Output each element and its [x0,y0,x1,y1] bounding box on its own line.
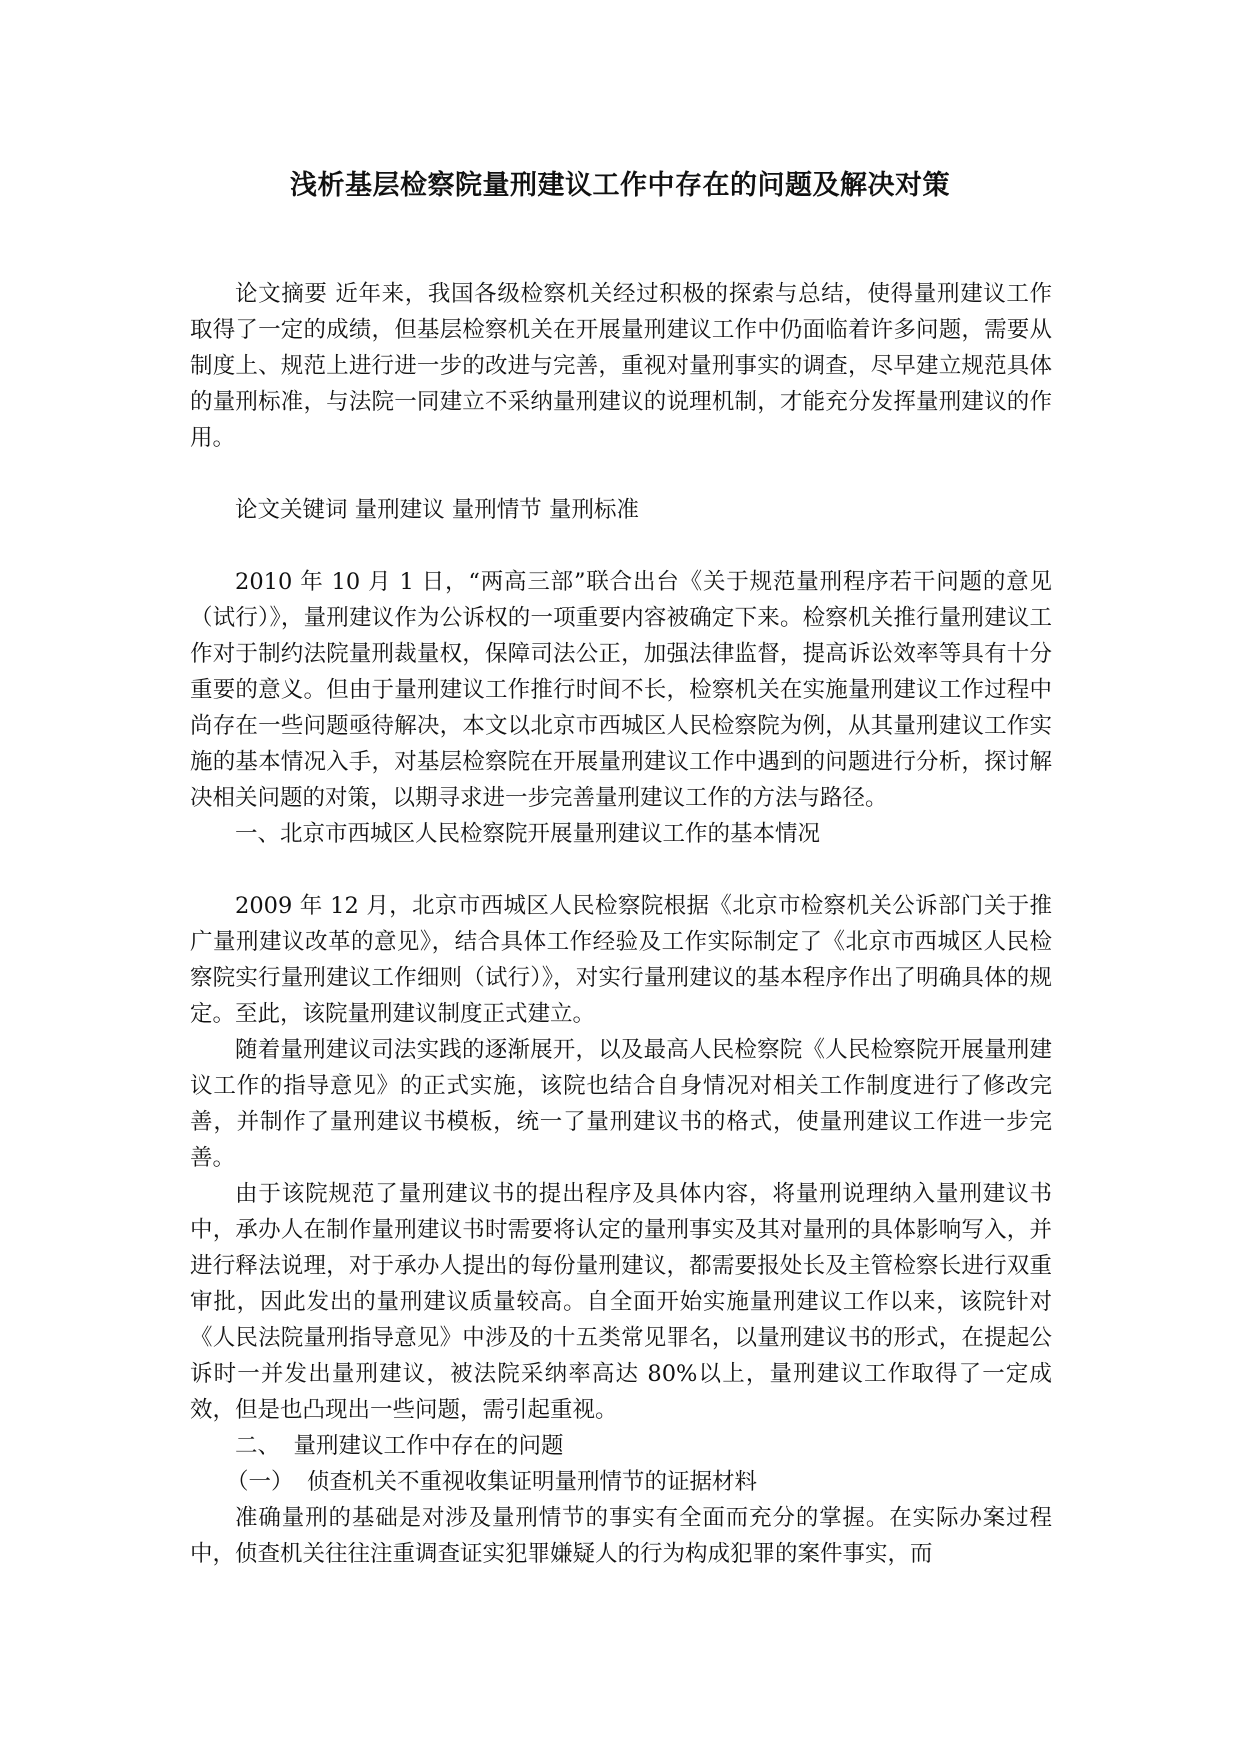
section-1-paragraph-3: 由于该院规范了量刑建议书的提出程序及具体内容，将量刑说理纳入量刑建议书中，承办人在制作量刑建议书时需要将认定的量刑事实及其对量刑的具体影响写入，并进行释法说理，对于承办人提出的每份量刑建议，都需要报处长及主管检察长进行双重审批，因此发出的量刑建议质量较高。自全面开始实施量刑建议工作以来，该院针对《人民法院量刑指导意见》中涉及的十五类常见罪名，以量刑建议书的形式，在提起公诉时一并发出量刑建议，被法院采纳率高达 80%以上，量刑建议工作取得了一定成效，但是也凸现出一些问题，需引起重视。 [190,1181,1052,1423]
section-2-heading [190,1428,1052,1464]
document-body [190,276,1052,1572]
section-2-title: 量刑建议工作中存在的问题 [293,1433,564,1459]
subsection-1-title: 侦查机关不重视收集证明量刑情节的证据材料 [307,1469,758,1495]
keywords-paragraph: 论文关键词 量刑建议 量刑情节 量刑标准 [235,497,639,523]
subsection-1-number: （一） [226,1469,294,1495]
section-1-heading: 一、北京市西城区人民检察院开展量刑建议工作的基本情况 [235,821,821,847]
abstract-paragraph: 论文摘要 近年来，我国各级检察机关经过积极的探索与总结，使得量刑建议工作取得了一定的成绩，但基层检察机关在开展量刑建议工作中仍面临着许多问题，需要从制度上、规范上进行进一步的改进与完善，重视对量刑事实的调查，尽早建立规范具体的量刑标准，与法院一同建立不采纳量刑建议的说理机制，才能充分发挥量刑建议的作用。 [190,281,1052,451]
subsection-1-heading [190,1464,1052,1500]
intro-paragraph: 2010 年 10 月 1 日，“两高三部”联合出台《关于规范量刑程序若干问题的意见（试行）》，量刑建议作为公诉权的一项重要内容被确定下来。检察机关推行量刑建议工作对于制约法院量刑裁量权，保障司法公正，加强法律监督，提高诉讼效率等具有十分重要的意义。但由于量刑建议工作推行时间不长，检察机关在实施量刑建议工作过程中尚存在一些问题亟待解决，本文以北京市西城区人民检察院为例，从其量刑建议工作实施的基本情况入手，对基层检察院在开展量刑建议工作中遇到的问题进行分析，探讨解决相关问题的对策，以期寻求进一步完善量刑建议工作的方法与路径。 [190,569,1052,811]
section-2-number: 二、 [235,1433,281,1459]
subsection-1-paragraph-1: 准确量刑的基础是对涉及量刑情节的事实有全面而充分的掌握。在实际办案过程中，侦查机关往往注重调查证实犯罪嫌疑人的行为构成犯罪的案件事实，而 [190,1505,1052,1567]
section-1-paragraph-1: 2009 年 12 月，北京市西城区人民检察院根据《北京市检察机关公诉部门关于推广量刑建议改革的意见》，结合具体工作经验及工作实际制定了《北京市西城区人民检察院实行量刑建议工作细则（试行）》，对实行量刑建议的基本程序作出了明确具体的规定。至此，该院量刑建议制度正式建立。 [190,893,1052,1027]
section-1-paragraph-2: 随着量刑建议司法实践的逐渐展开，以及最高人民检察院《人民检察院开展量刑建议工作的指导意见》的正式实施，该院也结合自身情况对相关工作制度进行了修改完善，并制作了量刑建议书模板，统一了量刑建议书的格式，使量刑建议工作进一步完善。 [190,1037,1052,1171]
document-title: 浅析基层检察院量刑建议工作中存在的问题及解决对策 [290,170,950,201]
